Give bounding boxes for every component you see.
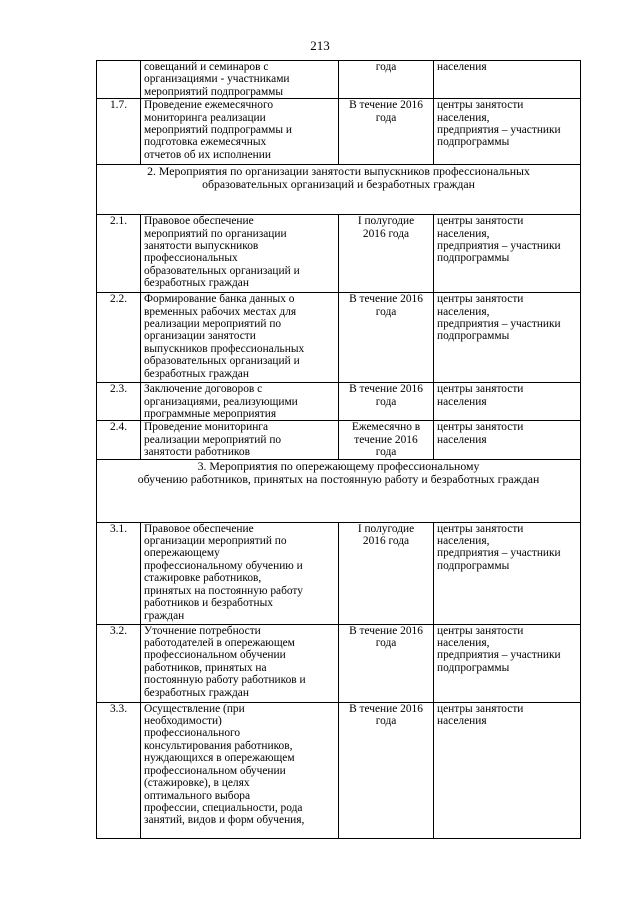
executor-line: подпрограммы: [437, 330, 510, 343]
term-line: года: [375, 395, 397, 408]
activity-line: безработных граждан: [144, 367, 249, 380]
activity-executors: [434, 522, 581, 624]
activity-executors: [434, 421, 581, 459]
page-number: 213: [310, 38, 330, 53]
table-row: [97, 383, 581, 421]
executor-line: предприятия – участники: [437, 547, 561, 560]
item-number: 3.3.: [97, 702, 141, 838]
activity-line: занятости работников: [144, 446, 250, 459]
section-title: [97, 165, 581, 215]
activity-line: подготовка ежемесячных: [144, 136, 267, 149]
activities-table: [96, 60, 581, 839]
item-number: [97, 61, 141, 99]
activity-line: работников, принятых на: [144, 661, 267, 674]
term-line: В течение 2016: [349, 702, 423, 715]
activity-line: работодателей в опережающем: [144, 637, 295, 650]
executor-line: населения,: [437, 227, 490, 240]
activity-line: Заключение договоров с: [144, 383, 263, 396]
activity-line: совещаний и семинаров с: [144, 61, 269, 73]
executor-line: населения,: [437, 535, 490, 548]
activity-term: [339, 215, 434, 293]
executor-line: подпрограммы: [437, 661, 510, 674]
executor-line: центры занятости: [437, 383, 524, 396]
activity-description: [141, 522, 339, 624]
activity-line: мероприятий подпрограммы: [144, 85, 284, 98]
activity-line: временных рабочих местах для: [144, 305, 297, 318]
activity-line: оптимального выбора: [144, 789, 251, 802]
activity-line: программные мероприятия: [144, 408, 277, 421]
executor-line: населения: [437, 395, 487, 408]
term-line: 2016 года: [362, 535, 410, 548]
table-row: [97, 624, 581, 702]
activity-line: принятых на постоянную работу: [144, 584, 303, 597]
activity-description: [141, 215, 339, 293]
executor-line: подпрограммы: [437, 136, 510, 149]
activity-executors: [434, 215, 581, 293]
activity-line: профессии, специальности, рода: [144, 801, 303, 814]
executor-line: центры занятости: [437, 215, 524, 228]
activity-line: образовательных организаций и: [144, 355, 300, 368]
activity-description: [141, 99, 339, 165]
activity-line: постоянную работу работников и: [144, 674, 306, 687]
activity-line: граждан: [144, 609, 185, 622]
activity-executors: [434, 624, 581, 702]
activity-line: Уточнение потребности: [144, 624, 261, 637]
table-row: [97, 421, 581, 459]
activity-line: выпускников профессиональных: [144, 342, 305, 355]
section-title-line: образовательных организаций и безработных граждан: [202, 177, 475, 192]
term-line: I полугодие: [357, 215, 415, 228]
section-title: [97, 459, 581, 522]
activity-line: занятий, видов и форм обучения,: [144, 814, 305, 827]
activities-table-body: [97, 61, 581, 839]
activity-term: [339, 61, 434, 99]
executor-line: центры занятости: [437, 421, 524, 434]
activity-line: безработных граждан: [144, 686, 249, 699]
term-line: года: [375, 61, 397, 73]
item-number: 3.1.: [97, 522, 141, 624]
activity-executors: [434, 99, 581, 165]
activity-term: [339, 99, 434, 165]
activity-line: организациями - участниками: [144, 73, 290, 86]
activity-term: [339, 383, 434, 421]
term-line: течение 2016: [354, 433, 418, 446]
term-line: I полугодие: [357, 522, 415, 535]
activity-line: профессиональному обучению и: [144, 559, 303, 572]
executor-line: предприятия – участники: [437, 649, 561, 662]
activity-line: профессионального: [144, 727, 241, 740]
table-row: [97, 702, 581, 838]
activity-description: [141, 421, 339, 459]
executor-line: населения: [437, 61, 487, 73]
activity-line: реализации мероприятий по: [144, 433, 282, 446]
activity-executors: [434, 383, 581, 421]
item-number: 2.3.: [97, 383, 141, 421]
activity-line: организациями, реализующими: [144, 395, 298, 408]
executor-line: центры занятости: [437, 293, 524, 306]
table-row: [97, 61, 581, 99]
executor-line: предприятия – участники: [437, 240, 561, 253]
activity-term: [339, 702, 434, 838]
table-row: [97, 99, 581, 165]
executor-line: населения: [437, 715, 487, 728]
term-line: года: [375, 305, 397, 318]
term-line: В течение 2016: [349, 293, 423, 306]
activity-line: занятости выпускников: [144, 240, 259, 253]
activity-line: работников и безработных: [144, 597, 273, 610]
item-number: 2.2.: [97, 293, 141, 383]
section-title-line: 3. Мероприятия по опережающему профессиональному: [197, 458, 480, 473]
activity-executors: [434, 293, 581, 383]
term-line: года: [375, 111, 397, 124]
activity-line: Правовое обеспечение: [144, 215, 254, 228]
term-line: Ежемесячно в: [351, 421, 421, 434]
section-title-line: обучению работников, принятых на постоянную работу и безработных граждан: [137, 471, 540, 486]
activity-executors: [434, 702, 581, 838]
section-header-row: [97, 165, 581, 215]
item-number: 2.1.: [97, 215, 141, 293]
item-number: 2.4.: [97, 421, 141, 459]
term-line: 2016 года: [362, 227, 410, 240]
term-line: В течение 2016: [349, 383, 423, 396]
executor-line: предприятия – участники: [437, 124, 561, 137]
activity-description: [141, 61, 339, 99]
executor-line: центры занятости: [437, 624, 524, 637]
item-number: 3.2.: [97, 624, 141, 702]
activity-executors: [434, 61, 581, 99]
activity-line: Осуществление (при: [144, 702, 245, 715]
activity-description: [141, 624, 339, 702]
activity-line: мониторинга реализации: [144, 111, 266, 124]
activity-line: опережающему: [144, 547, 220, 560]
activity-line: организации занятости: [144, 330, 256, 343]
term-line: В течение 2016: [349, 99, 423, 112]
activity-term: [339, 421, 434, 459]
executor-line: центры занятости: [437, 702, 524, 715]
table-row: [97, 215, 581, 293]
executor-line: предприятия – участники: [437, 318, 561, 331]
executor-line: центры занятости: [437, 99, 524, 112]
section-header-row: [97, 459, 581, 522]
activity-line: образовательных организаций и: [144, 264, 300, 277]
activity-line: стажировке работников,: [144, 572, 262, 585]
activity-line: Проведение ежемесячного: [144, 99, 274, 112]
activity-description: [141, 293, 339, 383]
activity-line: консультирования работников,: [144, 739, 293, 752]
executor-line: населения,: [437, 637, 490, 650]
table-row: [97, 293, 581, 383]
term-line: В течение 2016: [349, 624, 423, 637]
term-line: года: [375, 446, 397, 459]
activity-line: профессиональных: [144, 252, 238, 265]
activity-line: мероприятий подпрограммы и: [144, 124, 292, 137]
activity-line: необходимости): [144, 715, 222, 728]
item-number: 1.7.: [97, 99, 141, 165]
activity-line: (стажировке), в целях: [144, 777, 250, 790]
section-title-line: 2. Мероприятия по организации занятости выпускников профессиональных: [147, 164, 530, 179]
executor-line: населения,: [437, 305, 490, 318]
activity-line: безработных граждан: [144, 277, 249, 290]
activity-line: нуждающихся в опережающем: [144, 752, 295, 765]
activity-line: профессиональном обучении: [144, 649, 286, 662]
activity-line: Правовое обеспечение: [144, 522, 254, 535]
activity-line: Формирование банка данных о: [144, 293, 295, 306]
activity-line: профессиональном обучении: [144, 764, 286, 777]
activity-line: Проведение мониторинга: [144, 421, 269, 434]
activity-term: [339, 293, 434, 383]
activity-term: [339, 624, 434, 702]
activity-description: [141, 702, 339, 838]
executor-line: населения: [437, 433, 487, 446]
activity-description: [141, 383, 339, 421]
executor-line: подпрограммы: [437, 559, 510, 572]
executor-line: населения,: [437, 111, 490, 124]
term-line: года: [375, 715, 397, 728]
table-row: [97, 522, 581, 624]
activity-line: организации мероприятий по: [144, 535, 287, 548]
activity-line: мероприятий по организации: [144, 227, 287, 240]
activity-line: отчетов об их исполнении: [144, 148, 271, 161]
executor-line: центры занятости: [437, 522, 524, 535]
executor-line: подпрограммы: [437, 252, 510, 265]
activity-term: [339, 522, 434, 624]
activity-line: реализации мероприятий по: [144, 318, 282, 331]
term-line: года: [375, 637, 397, 650]
